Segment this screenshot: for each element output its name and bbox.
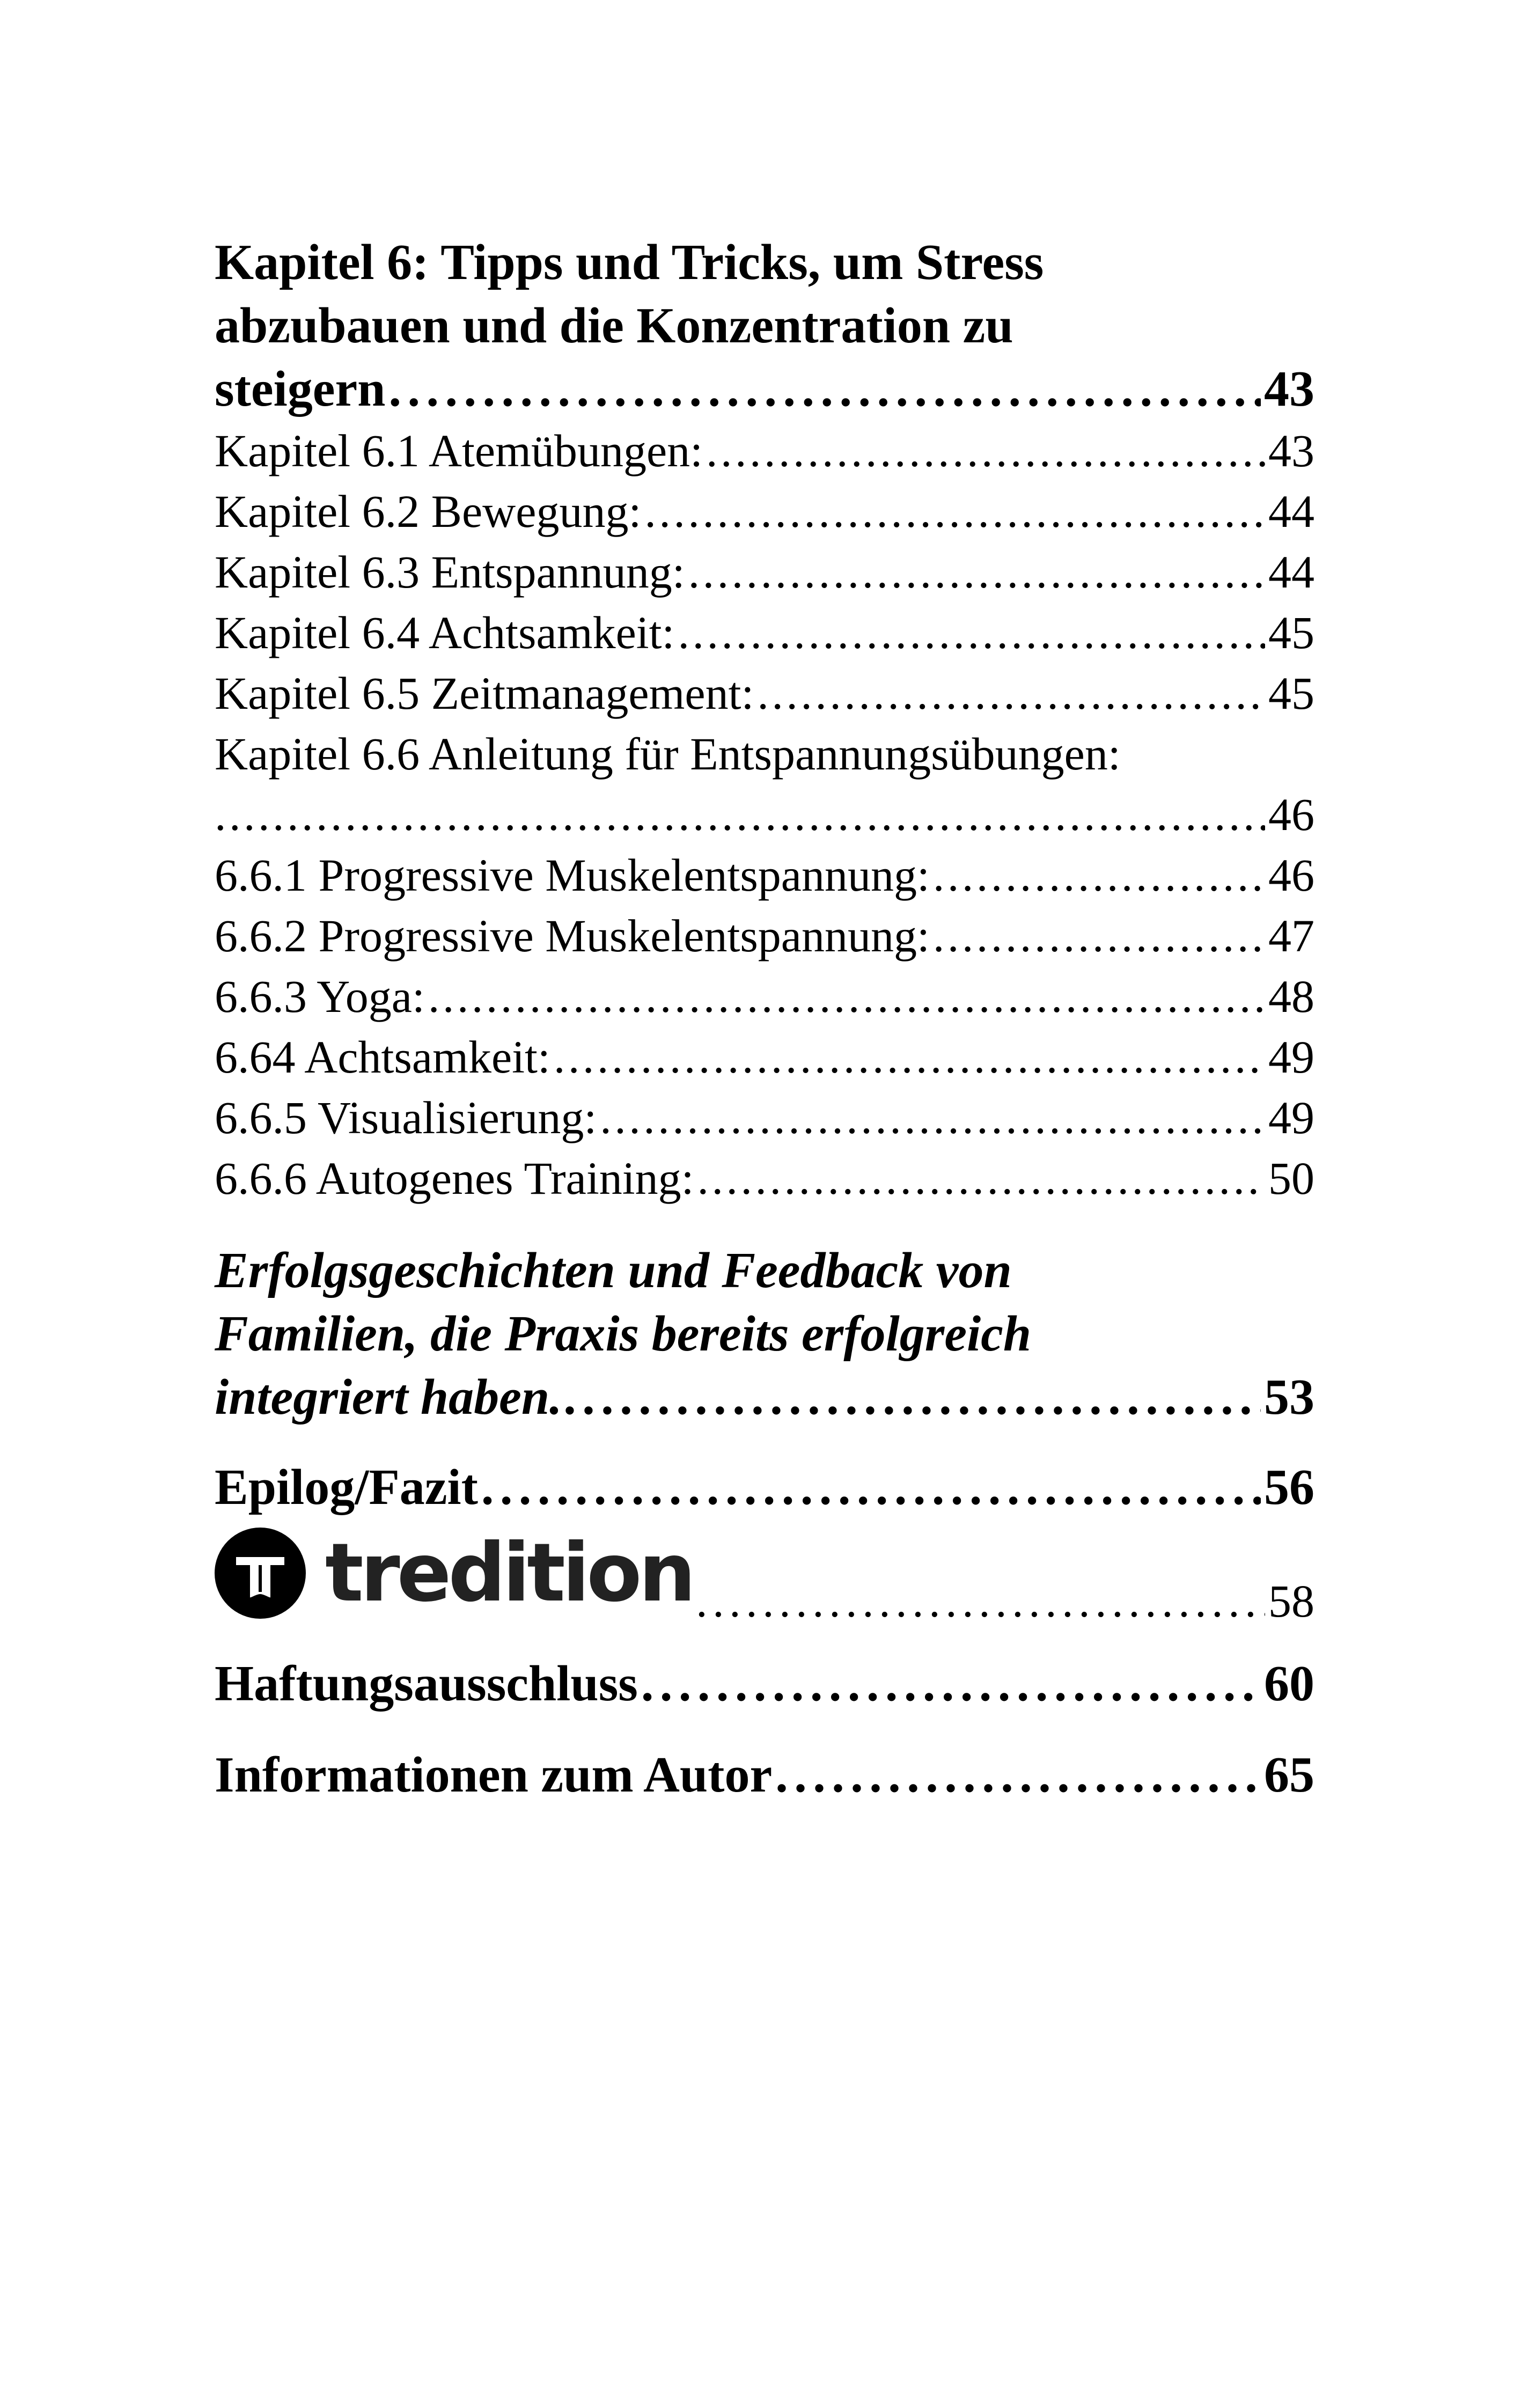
- page-number: 47: [1268, 910, 1314, 961]
- page-number: 65: [1264, 1747, 1314, 1803]
- dot-leader: [481, 1456, 1261, 1519]
- section-label: Kapitel 6.2 Bewegung:: [215, 486, 642, 537]
- chapter-6-title-line-3: steigern: [215, 361, 386, 417]
- dot-leader: [678, 603, 1265, 663]
- page-number: 49: [1268, 1031, 1314, 1083]
- toc-section-6-2[interactable]: [215, 481, 1314, 542]
- page-number: 46: [1268, 849, 1314, 901]
- dot-leader: [697, 1148, 1265, 1209]
- subsection-label: 6.6.1 Progressive Muskelentspannung:: [215, 849, 930, 901]
- success-title-line-2: Familien, die Praxis bereits erfolgreich: [215, 1306, 1032, 1362]
- tredition-logo: [215, 1528, 693, 1619]
- dot-leader: [600, 1088, 1265, 1148]
- dot-leader: [933, 845, 1265, 906]
- toc-section-6-3[interactable]: [215, 542, 1314, 603]
- dot-leader: [388, 357, 1261, 421]
- page-number: 50: [1268, 1152, 1314, 1204]
- page-number: 44: [1268, 486, 1314, 537]
- epilog-label: Epilog/Fazit: [215, 1459, 478, 1515]
- dot-leader: [775, 1743, 1261, 1807]
- toc-epilog[interactable]: [215, 1456, 1314, 1519]
- toc-subsection-6-6-3[interactable]: [215, 966, 1314, 1027]
- subsection-label: 6.6.2 Progressive Muskelentspannung:: [215, 910, 930, 961]
- toc-tredition-entry[interactable]: [215, 1526, 1314, 1627]
- dot-leader: [757, 663, 1265, 724]
- dot-leader: [696, 1578, 1265, 1624]
- section-label: Kapitel 6.1 Atemübungen:: [215, 425, 703, 476]
- chapter-6-title-line-2: abzubauen und die Konzentration zu: [215, 298, 1013, 354]
- page-number: 44: [1268, 546, 1314, 598]
- dot-leader: [933, 906, 1265, 966]
- page-number: 58: [1268, 1575, 1314, 1627]
- toc-subsection-6-6-2[interactable]: [215, 906, 1314, 966]
- toc-section-6-5[interactable]: [215, 663, 1314, 724]
- page-number: 43: [1264, 361, 1314, 417]
- toc-subsection-6-6-1[interactable]: [215, 845, 1314, 906]
- dot-leader: [706, 421, 1265, 481]
- page-number: 45: [1268, 667, 1314, 719]
- toc-author-info[interactable]: [215, 1743, 1314, 1807]
- toc-section-6-1[interactable]: [215, 421, 1314, 481]
- toc-disclaimer[interactable]: [215, 1652, 1314, 1715]
- subsection-label: 6.6.3 Yoga:: [215, 971, 425, 1022]
- dot-leader: [215, 784, 1265, 845]
- toc-success-stories[interactable]: [215, 1239, 1314, 1429]
- table-of-contents: [215, 231, 1314, 1807]
- tredition-wordmark: tredition: [325, 1526, 693, 1620]
- section-label: Kapitel 6.6 Anleitung für Entspannungsübungen:: [215, 728, 1121, 780]
- tredition-logo-icon: [215, 1528, 306, 1619]
- subsection-label: 6.6.5 Visualisierung:: [215, 1092, 597, 1143]
- subsection-label: 6.6.6 Autogenes Training:: [215, 1152, 694, 1204]
- toc-subsection-6-6-4[interactable]: [215, 1027, 1314, 1088]
- dot-leader: [554, 1027, 1265, 1088]
- toc-subsection-6-6-5[interactable]: [215, 1088, 1314, 1148]
- dot-leader: [688, 542, 1265, 603]
- chapter-6-title-line-1: Kapitel 6: Tipps und Tricks, um Stress: [215, 234, 1044, 290]
- dot-leader: [641, 1652, 1261, 1715]
- toc-chapter-6[interactable]: [215, 231, 1314, 421]
- author-label: Informationen zum Autor: [215, 1747, 773, 1803]
- page-number: 45: [1268, 607, 1314, 658]
- dot-leader: [565, 1365, 1261, 1429]
- page-number: 48: [1268, 971, 1314, 1022]
- page-number: 53: [1264, 1369, 1314, 1425]
- page-number: 49: [1268, 1092, 1314, 1143]
- page-number: 60: [1264, 1656, 1314, 1712]
- toc-section-6-4[interactable]: [215, 603, 1314, 663]
- dot-leader: [644, 481, 1265, 542]
- toc-subsection-6-6-6[interactable]: [215, 1148, 1314, 1209]
- page-number: 56: [1264, 1459, 1314, 1515]
- section-label: Kapitel 6.4 Achtsamkeit:: [215, 607, 675, 658]
- subsection-label: 6.64 Achtsamkeit:: [215, 1031, 550, 1083]
- section-label: Kapitel 6.5 Zeitmanagement:: [215, 667, 754, 719]
- section-label: Kapitel 6.3 Entspannung:: [215, 546, 685, 598]
- success-title-line-3: integriert haben.: [215, 1369, 562, 1425]
- success-title-line-1: Erfolgsgeschichten und Feedback von: [215, 1243, 1012, 1298]
- toc-section-6-6[interactable]: [215, 724, 1314, 845]
- page-number: 46: [1268, 789, 1314, 840]
- page-number: 43: [1268, 425, 1314, 476]
- dot-leader: [428, 966, 1265, 1027]
- disclaimer-label: Haftungsausschluss: [215, 1656, 638, 1712]
